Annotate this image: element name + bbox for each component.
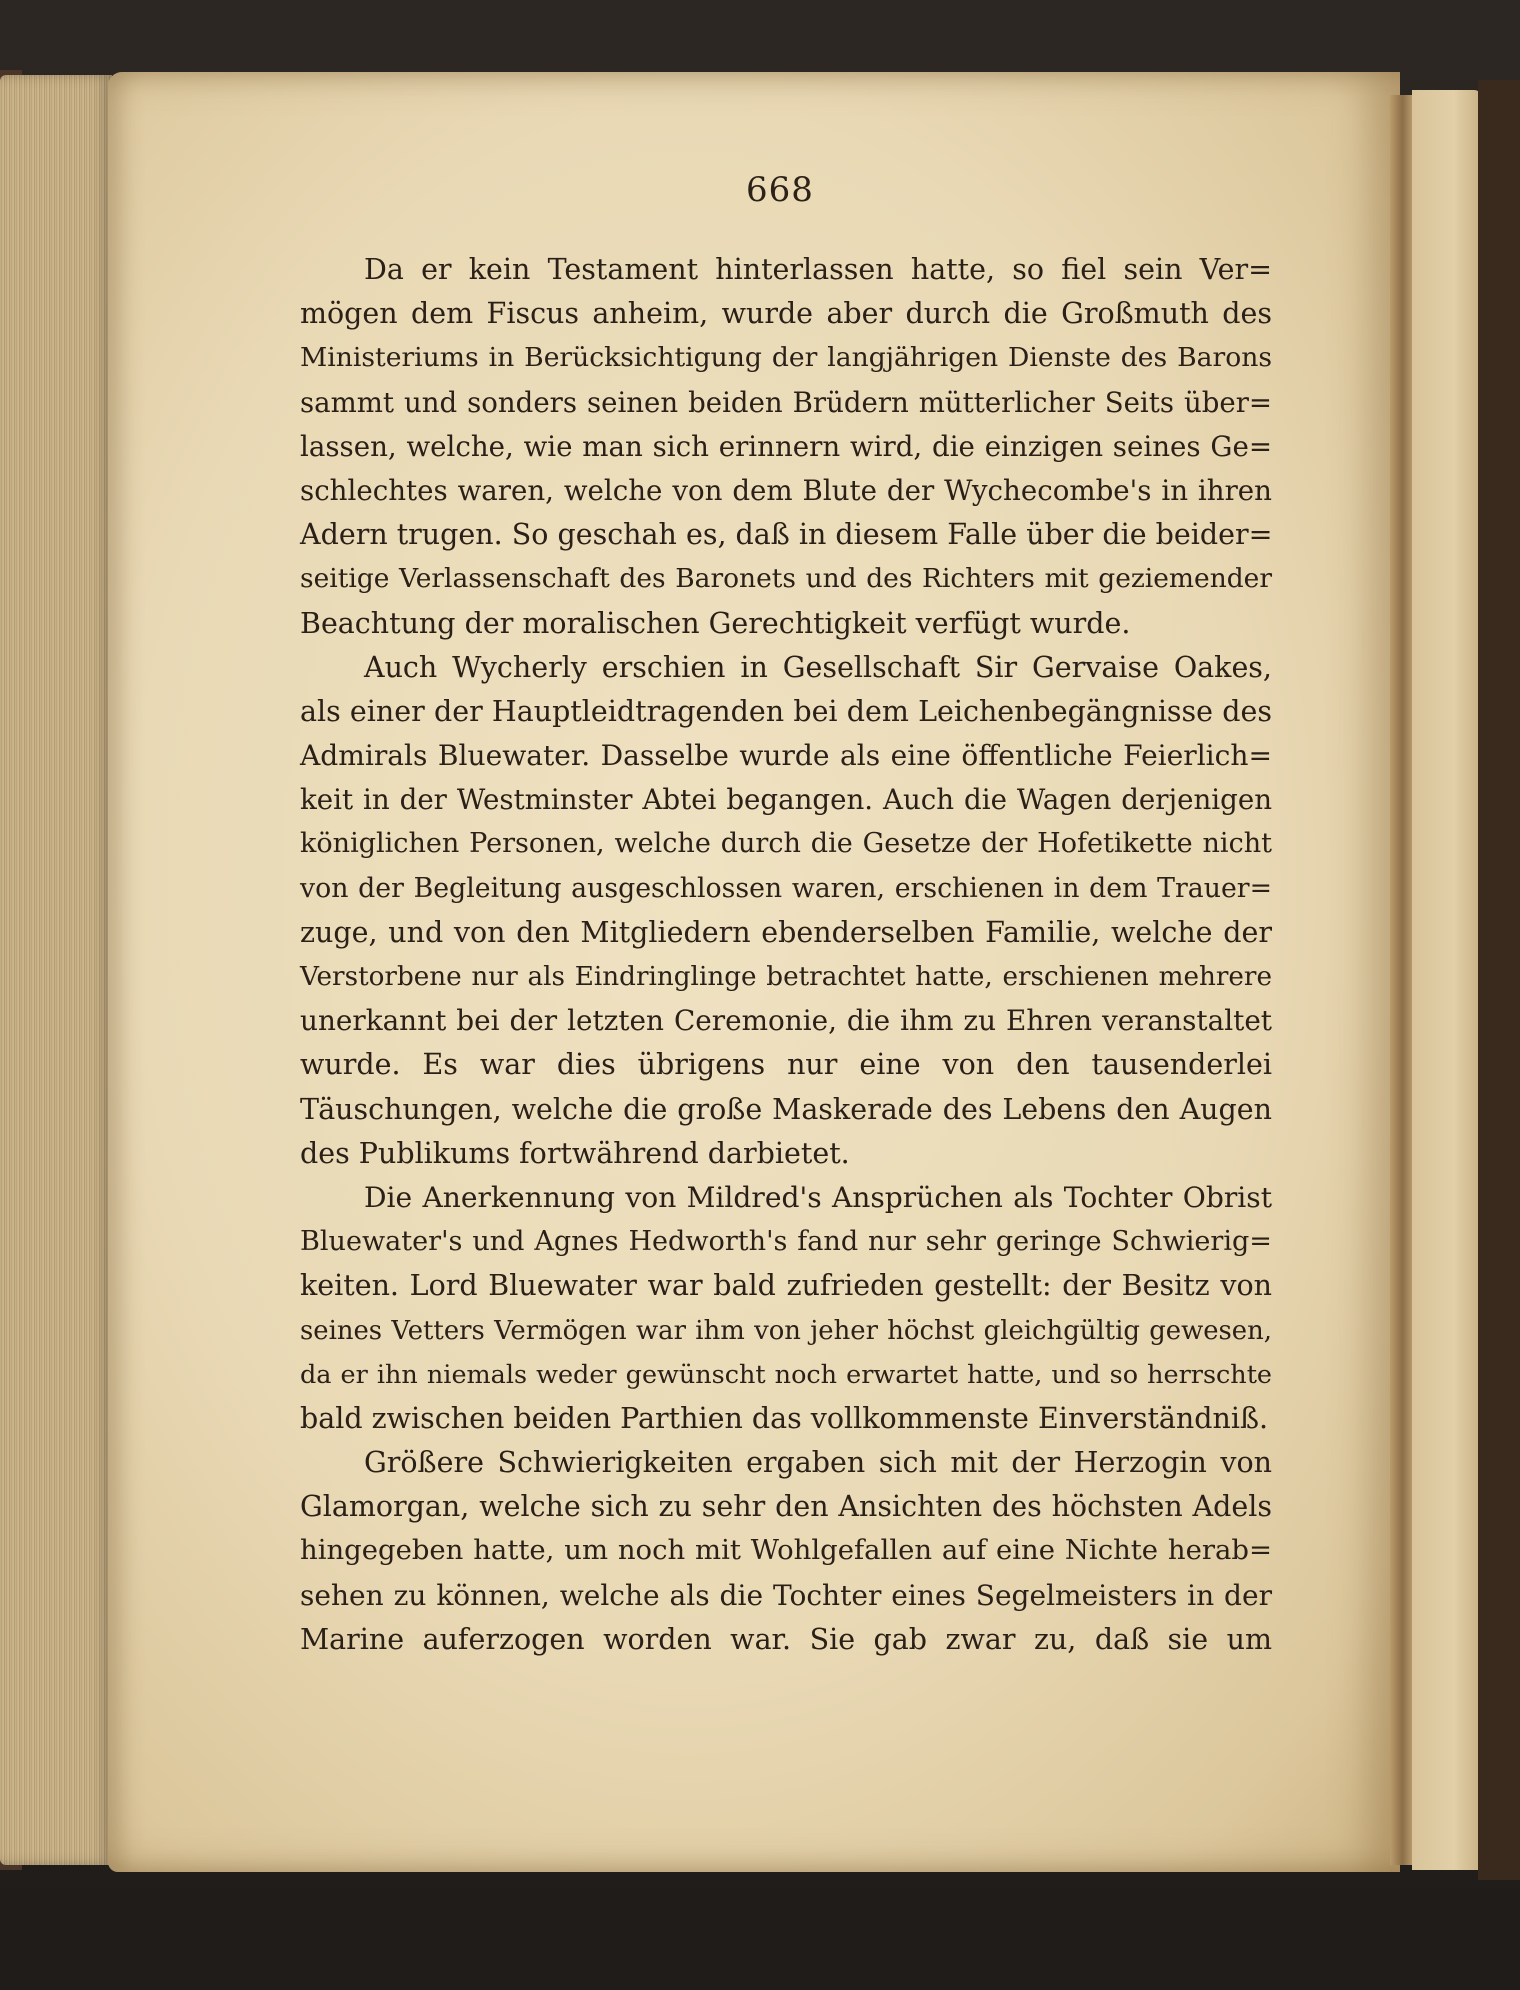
text-line: zuge, und von den Mitgliedern ebenderselben Familie, welche der bbox=[300, 915, 1272, 949]
paragraph bbox=[300, 1441, 1272, 1662]
text-line: da er ihn niemals weder gewünscht noch erwartet hatte, und so herrschte bbox=[300, 1359, 1272, 1390]
text-line: Admirals Bluewater. Dasselbe wurde als eine öffentliche Feierlich= bbox=[300, 739, 1272, 773]
text-line: als einer der Hauptleidtragenden bei dem Leichenbegängnisse des bbox=[300, 694, 1272, 728]
text-line: schlechtes waren, welche von dem Blute der Wychecombe's in ihren bbox=[300, 473, 1272, 507]
text-line: königlichen Personen, welche durch die Gesetze der Hofetikette nicht bbox=[300, 828, 1272, 860]
text-line: bald zwischen beiden Parthien das vollkommenste Einverständniß. bbox=[300, 1401, 1269, 1435]
text-line: von der Begleitung ausgeschlossen waren, erschienen in dem Trauer= bbox=[300, 872, 1272, 904]
text-line: Marine auferzogen worden war. Sie gab zwar zu, daß sie um bbox=[300, 1622, 1272, 1656]
paragraph bbox=[300, 1176, 1272, 1441]
paragraph bbox=[300, 248, 1272, 646]
text-line: seitige Verlassenschaft des Baronets und des Richters mit geziemender bbox=[300, 563, 1272, 595]
body-text bbox=[300, 248, 1272, 1662]
text-line: Bluewater's und Agnes Hedworth's fand nur sehr geringe Schwierig= bbox=[300, 1226, 1272, 1258]
text-line: Verstorbene nur als Eindringlinge betrachtet hatte, erschienen mehrere bbox=[300, 962, 1272, 992]
text-line: des Publikums fortwährend darbietet. bbox=[300, 1136, 850, 1170]
text-line: lassen, welche, wie man sich erinnern wird, die einzigen seines Ge= bbox=[300, 429, 1272, 463]
text-line: Ministeriums in Berücksichtigung der langjährigen Dienste des Barons bbox=[300, 342, 1272, 374]
paragraph bbox=[300, 646, 1272, 1176]
text-line: Täuschungen, welche die große Maskerade des Lebens den Augen bbox=[300, 1092, 1272, 1126]
text-line: seines Vetters Vermögen war ihm von jeher höchst gleichgültig gewesen, bbox=[300, 1315, 1272, 1346]
right-page-edge bbox=[1412, 90, 1482, 1870]
text-line: Beachtung der moralischen Gerechtigkeit verfügt wurde. bbox=[300, 606, 1131, 640]
text-line: Da er kein Testament hinterlassen hatte, so fiel sein Ver= bbox=[364, 253, 1272, 286]
page-number: 668 bbox=[746, 170, 814, 210]
book-cover-right bbox=[1478, 80, 1520, 1880]
text-line: mögen dem Fiscus anheim, wurde aber durch die Großmuth des bbox=[300, 297, 1272, 331]
text-line: Die Anerkennung von Mildred's Ansprüchen als Tochter Obrist bbox=[364, 1180, 1272, 1214]
text-line: Glamorgan, welche sich zu sehr den Ansichten des höchsten Adels bbox=[300, 1490, 1272, 1524]
text-line: Adern trugen. So geschah es, daß in diesem Falle über die beider= bbox=[300, 518, 1273, 552]
text-line: keit in der Westminster Abtei begangen. Auch die Wagen derjenigen bbox=[300, 783, 1272, 817]
text-line: sammt und sonders seinen beiden Brüdern mütterlicher Seits über= bbox=[300, 385, 1272, 419]
text-line: unerkannt bei der letzten Ceremonie, die ihm zu Ehren veranstaltet bbox=[300, 1004, 1272, 1038]
text-line: sehen zu können, welche als die Tochter eines Segelmeisters in der bbox=[300, 1578, 1272, 1612]
text-line: hingegeben hatte, um noch mit Wohlgefallen auf eine Nichte herab= bbox=[300, 1535, 1272, 1567]
text-line: keiten. Lord Bluewater war bald zufrieden gestellt: der Besitz von bbox=[300, 1269, 1272, 1303]
page-edges bbox=[0, 75, 112, 1865]
text-line: Größere Schwierigkeiten ergaben sich mit der Herzogin von bbox=[364, 1446, 1272, 1480]
text-line: wurde. Es war dies übrigens nur eine von den tausenderlei bbox=[300, 1048, 1272, 1082]
text-line: Auch Wycherly erschien in Gesellschaft Sir Gervaise Oakes, bbox=[364, 650, 1272, 684]
